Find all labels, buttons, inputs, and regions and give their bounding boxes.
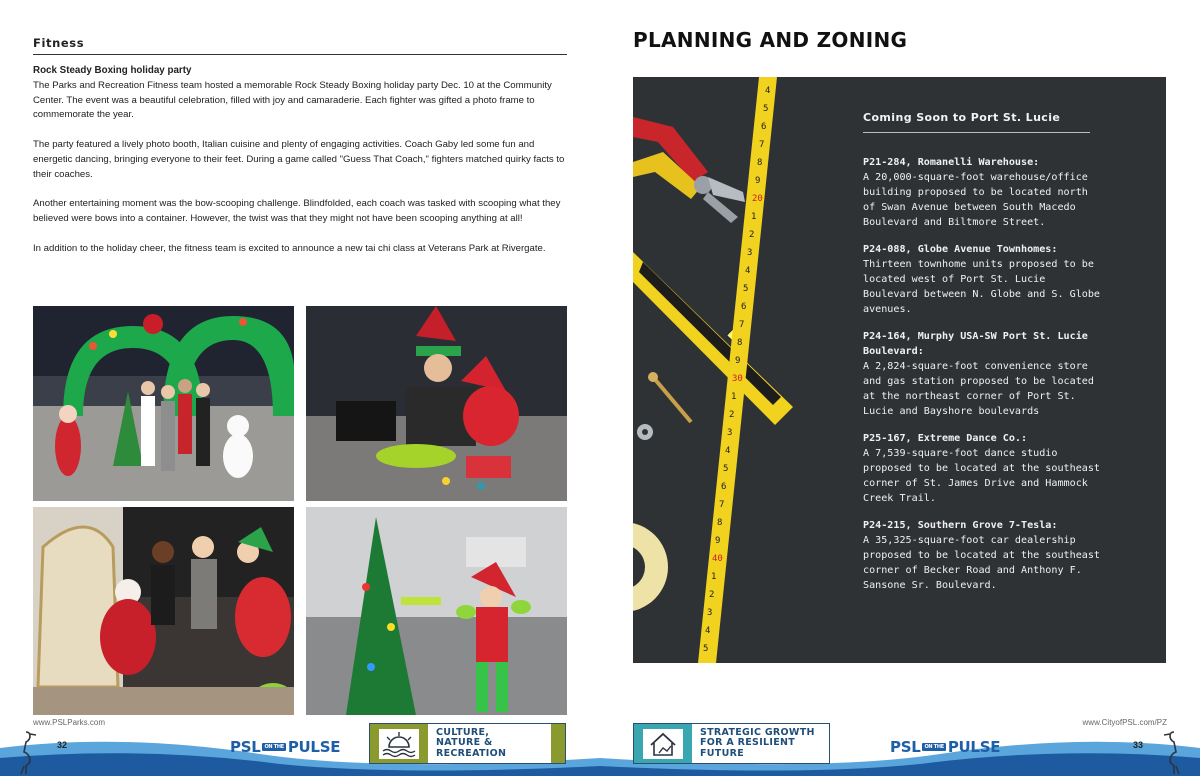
project-item bbox=[863, 155, 1103, 230]
page-title: PLANNING AND ZONING bbox=[633, 28, 908, 52]
photo-inflatable-arch-group bbox=[33, 306, 294, 501]
website-url[interactable]: www.PSLParks.com bbox=[33, 718, 106, 727]
svg-text:6: 6 bbox=[741, 302, 747, 312]
svg-text:5: 5 bbox=[723, 464, 729, 474]
logo-pulse: PULSE bbox=[947, 738, 1001, 756]
banner-line: CULTURE, bbox=[436, 726, 490, 738]
svg-text:8: 8 bbox=[717, 518, 723, 528]
svg-text:8: 8 bbox=[737, 338, 743, 348]
psl-on-the-pulse-logo bbox=[890, 737, 1000, 757]
chalkboard-panel bbox=[633, 77, 1166, 663]
banner-line: NATURE & bbox=[436, 737, 493, 749]
page-number: 33 bbox=[1133, 740, 1144, 750]
project-id: P24-164, Murphy USA-SW Port St. Lucie Boulevard: bbox=[863, 331, 1088, 357]
svg-text:4: 4 bbox=[705, 626, 711, 636]
project-item bbox=[863, 242, 1103, 317]
svg-text:5: 5 bbox=[743, 284, 749, 294]
svg-text:8: 8 bbox=[757, 158, 763, 168]
svg-text:2: 2 bbox=[749, 230, 755, 240]
banner-line: FOR A RESILIENT bbox=[700, 737, 796, 749]
svg-text:3: 3 bbox=[707, 608, 713, 618]
svg-text:7: 7 bbox=[739, 320, 745, 330]
website-url[interactable]: www.CityofPSL.com/PZ bbox=[1082, 718, 1167, 727]
project-id: P21-284, Romanelli Warehouse: bbox=[863, 157, 1040, 168]
culture-nature-recreation-banner bbox=[369, 723, 566, 764]
svg-text:9: 9 bbox=[735, 356, 741, 366]
svg-text:3: 3 bbox=[727, 428, 733, 438]
logo-pulse: PULSE bbox=[287, 738, 341, 756]
svg-text:4: 4 bbox=[745, 266, 751, 276]
article-paragraph: The party featured a lively photo booth, Italian cuisine and plenty of engaging activities. Coach Gaby led some fun and energetic dancing, bringing everyone to their feet. During a game called "Guess That Coach," fighters matched quirky facts to their coaches. bbox=[33, 138, 565, 180]
coming-soon-heading: Coming Soon to Port St. Lucie bbox=[863, 111, 1061, 124]
article-paragraph: Another entertaining moment was the bow-scooping challenge. Blindfolded, each coach was tasked with scooping what they believed were bows into a container. However, the twist was that they might not have been scooping anything at all! bbox=[33, 198, 561, 224]
photo-bow-scooping bbox=[306, 306, 567, 501]
heading-divider bbox=[863, 132, 1090, 133]
section-divider bbox=[33, 54, 567, 55]
banner-line: RECREATION bbox=[436, 747, 507, 759]
svg-text:4: 4 bbox=[765, 86, 771, 96]
svg-text:2: 2 bbox=[709, 590, 715, 600]
right-page bbox=[600, 0, 1200, 776]
svg-text:1: 1 bbox=[731, 392, 737, 402]
photo-tree-costume-dance bbox=[306, 507, 567, 715]
project-id: P24-088, Globe Avenue Townhomes: bbox=[863, 244, 1058, 255]
svg-text:7: 7 bbox=[759, 140, 765, 150]
psl-on-the-pulse-logo bbox=[230, 737, 340, 757]
strategic-growth-banner bbox=[633, 723, 830, 764]
svg-text:20: 20 bbox=[752, 194, 763, 204]
photo-throne-group bbox=[33, 507, 294, 715]
logo-psl: PSL bbox=[890, 738, 921, 756]
banner-accent-bar bbox=[551, 724, 565, 763]
page-number: 32 bbox=[57, 740, 68, 750]
article-paragraph: The Parks and Recreation Fitness team hosted a memorable Rock Steady Boxing holiday party Dec. 10 at the Community Center. The event was a beautiful celebration, filled with joy and camaraderie. Each fighter was gifted a photo frame to commemorate the year. bbox=[33, 79, 552, 121]
article-heading: Rock Steady Boxing holiday party bbox=[33, 65, 192, 76]
sunset-icon bbox=[370, 724, 428, 763]
project-item bbox=[863, 329, 1103, 419]
svg-text:2: 2 bbox=[729, 410, 735, 420]
banner-line: STRATEGIC GROWTH bbox=[700, 726, 815, 738]
logo-on-the: ON THE bbox=[264, 744, 284, 750]
svg-text:5: 5 bbox=[763, 104, 769, 114]
logo-on-the: ON THE bbox=[924, 744, 944, 750]
svg-text:9: 9 bbox=[755, 176, 761, 186]
svg-text:6: 6 bbox=[761, 122, 767, 132]
article-paragraph: In addition to the holiday cheer, the fitness team is excited to announce a new tai chi class at Veterans Park at Rivergate. bbox=[33, 242, 546, 254]
svg-text:40: 40 bbox=[712, 554, 723, 564]
project-id: P25-167, Extreme Dance Co.: bbox=[863, 433, 1028, 444]
project-item bbox=[863, 518, 1103, 593]
project-list bbox=[863, 155, 1103, 605]
section-label: Fitness bbox=[33, 36, 85, 50]
project-id: P24-215, Southern Grove 7-Tesla: bbox=[863, 520, 1058, 531]
project-description: A 7,539-square-foot dance studio proposed to be located at the southeast corner of St. James Drive and Hammock Creek Trail. bbox=[863, 448, 1101, 504]
svg-text:1: 1 bbox=[751, 212, 757, 222]
heron-icon bbox=[1164, 728, 1186, 774]
banner-line: FUTURE bbox=[700, 747, 745, 759]
svg-text:3: 3 bbox=[747, 248, 753, 258]
project-item bbox=[863, 431, 1103, 506]
svg-text:1: 1 bbox=[711, 572, 717, 582]
svg-text:6: 6 bbox=[721, 482, 727, 492]
svg-text:30: 30 bbox=[732, 374, 743, 384]
house-growth-icon bbox=[634, 724, 692, 763]
project-description: A 20,000-square-foot warehouse/office building proposed to be located north of Swan Avenue between South Macedo Boulevard and Biltmore Street. bbox=[863, 172, 1088, 228]
article bbox=[33, 64, 567, 271]
project-description: Thirteen townhome units proposed to be located west of Port St. Lucie Boulevard between N. Globe and S. Globe avenues. bbox=[863, 259, 1101, 315]
svg-text:9: 9 bbox=[715, 536, 721, 546]
project-description: A 2,824-square-foot convenience store and gas station proposed to be located at the northeast corner of Port St. Lucie and Bayshore boulevards bbox=[863, 361, 1094, 417]
heron-icon bbox=[14, 728, 36, 774]
svg-text:4: 4 bbox=[725, 446, 731, 456]
project-description: A 35,325-square-foot car dealership proposed to be located at the southeast corner of Becker Road and Anthony F. Sansone Sr. Boulevard. bbox=[863, 535, 1101, 591]
svg-text:5: 5 bbox=[703, 644, 709, 654]
logo-psl: PSL bbox=[230, 738, 261, 756]
svg-text:7: 7 bbox=[719, 500, 725, 510]
